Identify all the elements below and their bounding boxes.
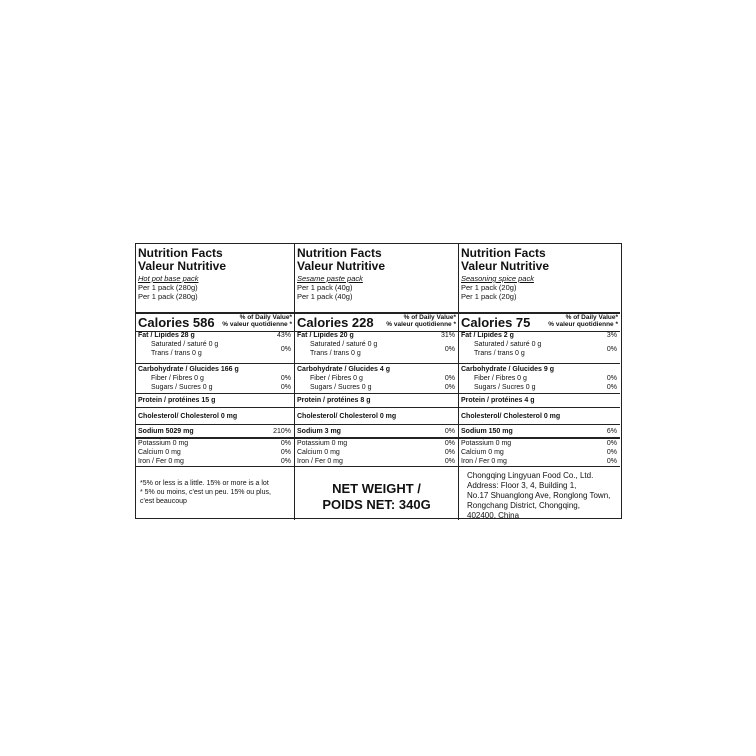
footnote-line: *5% or less is a little. 15% or more is a lot	[140, 480, 269, 487]
panel-header	[459, 244, 620, 312]
potassium-percent: 0%	[606, 440, 617, 447]
title-fr: Valeur Nutritive	[138, 259, 227, 273]
address-line: No.17 Shuanglong Ave, Ronglong Town,	[467, 491, 611, 500]
serving-size-fr: Per 1 pack (20g)	[461, 292, 517, 301]
sugars: Sugars / Sucres 0 g	[310, 384, 372, 391]
address-line: 402400, China	[467, 511, 520, 520]
carbohydrate: Carbohydrate / Glucides 166 g	[138, 366, 239, 373]
daily-value-fr: % valeur quotidienne *	[548, 321, 618, 328]
calories: Calories 586	[138, 315, 215, 330]
cholesterol: Cholesterol/ Cholesterol 0 mg	[461, 413, 561, 420]
potassium: Potassium 0 mg	[461, 440, 512, 447]
serving-size: Per 1 pack (280g)	[138, 283, 198, 292]
sodium-section	[295, 425, 458, 439]
saturated-fat: Saturated / saturé 0 g	[310, 341, 378, 348]
fat: Fat / Lipides 20 g	[297, 332, 354, 339]
trans-fat: Trans / trans 0 g	[310, 350, 361, 357]
calcium-percent: 0%	[606, 449, 617, 456]
sugars-percent: 0%	[280, 384, 291, 391]
sugars-percent: 0%	[444, 384, 455, 391]
saturated-fat: Saturated / saturé 0 g	[474, 341, 542, 348]
fiber: Fiber / Fibres 0 g	[151, 375, 204, 382]
fat-percent: 43%	[276, 332, 291, 339]
protein: Protein / protéines 15 g	[138, 397, 216, 404]
pack-name: Seasoning spice pack	[461, 274, 534, 283]
cholesterol-section	[295, 408, 458, 425]
sodium-percent: 0%	[444, 428, 455, 435]
potassium: Potassium 0 mg	[297, 440, 348, 447]
daily-value-en: % of Daily Value*	[565, 314, 618, 321]
iron: Iron / Fer 0 mg	[297, 458, 343, 465]
fat: Fat / Lipides 28 g	[138, 332, 195, 339]
sugars-percent: 0%	[606, 384, 617, 391]
minerals-section	[295, 439, 458, 466]
daily-value-footnote	[136, 466, 295, 520]
nutrition-panel-seasoning	[459, 244, 620, 466]
fat: Fat / Lipides 2 g	[461, 332, 514, 339]
fat-section	[136, 329, 294, 364]
fat-section	[295, 329, 458, 364]
calcium: Calcium 0 mg	[138, 449, 181, 456]
potassium: Potassium 0 mg	[138, 440, 189, 447]
saturated-fat: Saturated / saturé 0 g	[151, 341, 219, 348]
cholesterol-section	[136, 408, 294, 425]
footnote-line: * 5% ou moins, c'est un peu. 15% ou plus,	[140, 489, 271, 496]
panel-header	[295, 244, 458, 312]
sugars: Sugars / Sucres 0 g	[474, 384, 536, 391]
fat-section	[459, 329, 620, 364]
net-weight-line: NET WEIGHT /	[332, 481, 421, 496]
daily-value-header	[548, 314, 618, 328]
net-weight-box	[295, 466, 459, 520]
cholesterol-section	[459, 408, 620, 425]
sat-trans-percent: 0%	[606, 346, 617, 353]
manufacturer-address	[459, 466, 620, 520]
address-line: Address: Floor 3, 4, Building 1,	[467, 481, 577, 490]
pack-name: Hot pot base pack	[138, 274, 199, 283]
nutrition-panel-hot-pot	[136, 244, 295, 466]
calories: Calories 228	[297, 315, 374, 330]
sodium-percent: 210%	[273, 428, 291, 435]
calcium-percent: 0%	[280, 449, 291, 456]
serving-size-fr: Per 1 pack (280g)	[138, 292, 198, 301]
fiber-percent: 0%	[606, 375, 617, 382]
title-fr: Valeur Nutritive	[461, 259, 550, 273]
address-line: Rongchang District, Chongqing,	[467, 501, 580, 510]
sodium-percent: 6%	[606, 428, 617, 435]
protein-section	[459, 394, 620, 408]
calcium: Calcium 0 mg	[461, 449, 504, 456]
calories: Calories 75	[461, 315, 531, 330]
fiber: Fiber / Fibres 0 g	[474, 375, 527, 382]
iron-percent: 0%	[606, 458, 617, 465]
fat-percent: 31%	[440, 332, 455, 339]
fat-percent: 3%	[606, 332, 617, 339]
sat-trans-percent: 0%	[280, 346, 291, 353]
sodium-section	[459, 425, 620, 439]
daily-value-fr: % valeur quotidienne *	[222, 321, 292, 328]
cholesterol: Cholesterol/ Cholesterol 0 mg	[297, 413, 397, 420]
protein-section	[295, 394, 458, 408]
title-fr: Valeur Nutritive	[297, 259, 386, 273]
sodium: Sodium 3 mg	[297, 428, 341, 435]
iron: Iron / Fer 0 mg	[138, 458, 184, 465]
serving-size: Per 1 pack (20g)	[461, 283, 517, 292]
net-weight-line: POIDS NET: 340G	[322, 497, 431, 512]
fiber-percent: 0%	[444, 375, 455, 382]
minerals-section	[459, 439, 620, 466]
sat-trans-percent: 0%	[444, 346, 455, 353]
serving-size: Per 1 pack (40g)	[297, 283, 353, 292]
title-en: Nutrition Facts	[138, 246, 223, 260]
carb-section	[459, 364, 620, 394]
trans-fat: Trans / trans 0 g	[151, 350, 202, 357]
minerals-section	[136, 439, 294, 466]
sugars: Sugars / Sucres 0 g	[151, 384, 213, 391]
potassium-percent: 0%	[280, 440, 291, 447]
potassium-percent: 0%	[444, 440, 455, 447]
fiber-percent: 0%	[280, 375, 291, 382]
calcium-percent: 0%	[444, 449, 455, 456]
title-en: Nutrition Facts	[297, 246, 382, 260]
fiber: Fiber / Fibres 0 g	[310, 375, 363, 382]
daily-value-header	[222, 314, 292, 328]
protein: Protein / protéines 8 g	[297, 397, 371, 404]
cholesterol: Cholesterol/ Cholesterol 0 mg	[138, 413, 238, 420]
sodium-section	[136, 425, 294, 439]
carb-section	[136, 364, 294, 394]
carbohydrate: Carbohydrate / Glucides 9 g	[461, 366, 554, 373]
nutrition-label	[135, 243, 622, 519]
sodium: Sodium 150 mg	[461, 428, 513, 435]
address-line: Chongqing Lingyuan Food Co., Ltd.	[467, 471, 594, 480]
daily-value-en: % of Daily Value*	[239, 314, 292, 321]
daily-value-en: % of Daily Value*	[403, 314, 456, 321]
sodium: Sodium 5029 mg	[138, 428, 194, 435]
protein-section	[136, 394, 294, 408]
daily-value-header	[386, 314, 456, 328]
carbohydrate: Carbohydrate / Glucides 4 g	[297, 366, 390, 373]
title-en: Nutrition Facts	[461, 246, 546, 260]
footnote-line: c'est beaucoup	[140, 498, 187, 505]
panel-header	[136, 244, 294, 312]
daily-value-fr: % valeur quotidienne *	[386, 321, 456, 328]
iron: Iron / Fer 0 mg	[461, 458, 507, 465]
trans-fat: Trans / trans 0 g	[474, 350, 525, 357]
iron-percent: 0%	[444, 458, 455, 465]
carb-section	[295, 364, 458, 394]
protein: Protein / protéines 4 g	[461, 397, 535, 404]
serving-size-fr: Per 1 pack (40g)	[297, 292, 353, 301]
iron-percent: 0%	[280, 458, 291, 465]
calcium: Calcium 0 mg	[297, 449, 340, 456]
nutrition-panel-sesame	[295, 244, 459, 466]
pack-name: Sesame paste pack	[297, 274, 363, 283]
